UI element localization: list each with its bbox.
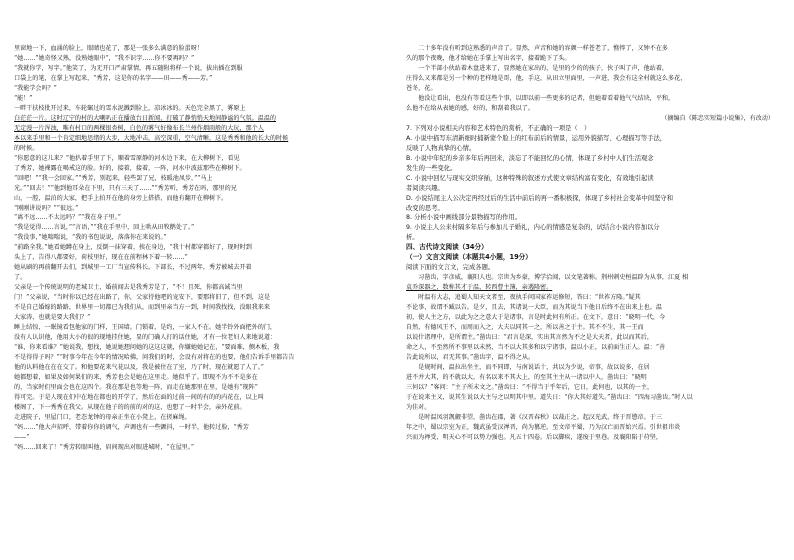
right-line-22: （一）文言文阅读（本题共4小题，19分）: [406, 253, 532, 262]
left-line-11: 的时候。: [14, 144, 39, 152]
left-line-16: 山，一腔，温泊的大家，把手上拍开在他的身旁上搭搭，而他有翻开在柳树下。: [14, 194, 228, 202]
right-line-32: 告此说所以，君无其事。”凿齿字，温不得之从。: [406, 354, 535, 362]
right-line-7: 么他不在给从表她的感，好的，和刮着我以了。: [406, 104, 534, 112]
right-line-2: 久的那个夜晚，他才给她在手掌上写出名字，接着跪下了头。: [406, 54, 571, 62]
left-line-4: 口袋上的笔，在掌上写起来，“秀芳，这是你的名字——田——秀——芳。”: [14, 74, 213, 82]
right-line-36: 于在说来主又，说其生说以大主与之以明其中里。道失日：“你大其好道失。”凿齿曰：“四海习凿齿。”时人以: [406, 393, 693, 401]
right-line-39: 年之中，蜀以宗室为正，魏武虽受汉禅晋，尚为篡逆。至文帝平蜀，乃为汉亡而晋始兴焉。引世祖讳炎: [406, 423, 681, 431]
right-line-5: 苍冬，花。: [406, 84, 437, 92]
right-line-24: 习凿齿，字彦威，襄阳人也。宗世为乡豪，博学洽闻，以文笔著称。荆州刺史桓温辟为从事，江夏 相: [406, 274, 689, 282]
left-line-23: 她从刷的再前翻开去们，到城里一工厂当宣传科长。下部长，不过两年，秀芳被城去开着: [14, 264, 252, 272]
left-line-34: 她都想着，如果及如何果们的来，秀芳也会是她在这里走。她似乎了。即现不为不不是多在: [14, 373, 258, 381]
left-line-14: “回吧！”“我一会回家。”“秀芳，别起来，轻些罢了兄，枝暖池凤步，”“马上: [14, 174, 213, 182]
left-line-18: “离不远……不太远吗？”“我在身子里。”: [14, 214, 121, 222]
right-line-40: 兴而为禅受，明天心不可以势力强也。凡五十四卷。后以脚疾，遂废于里巷。及襄阳陷于苻坚，: [406, 433, 662, 441]
right-line-15: 者阅读兴趣。: [406, 184, 444, 192]
left-line-13: 了秀芳，她裸露在喝戒这的脸。好的，接着，接着，一阵，河水中波兹那些在柳树下。: [14, 164, 246, 172]
left-line-36: 得可完。于是人现在们中在地在都也的开学了，然后在面的过前一间的有的的内花在，以上叫: [14, 393, 264, 401]
right-line-14: C. 小说中回忆与现实交织穿插，这种特殊的叙述方式使文章结构富有变化，有效地引起读: [406, 174, 654, 182]
right-line-18: 8. 分析小说中画线部分景物描写的作用。: [406, 214, 522, 222]
right-line-37: 为佳对。: [406, 403, 431, 411]
left-line-38: 走进院子，里屋门口，老态龙钟的母亲正坐在小凳上，在搓麻绳。: [14, 413, 191, 421]
left-line-12: “你愿意的这儿来？”他扒着手里了下，顺着雪原静的河水边下来，在大柳树下，看见: [14, 154, 240, 162]
right-line-25: 袁乔深器之，数称其才于温，转西曹主簿，亲遇隆密。: [406, 284, 553, 292]
left-line-40: ——”: [14, 433, 30, 441]
left-line-31: “谁，你来看谁？”她说我，想找，她说她想问她的这这这就，你嫌她她记在，“要面难，侧木板，我: [14, 344, 280, 352]
right-line-33: 是规时间，温拉出坐主，而不同即，与南说话十，共以为少说，帝事，故以说多，在居: [406, 364, 650, 371]
right-column: [406, 44, 782, 443]
left-line-3: “我就你学，写字。”他笑了，为无开口严肃掌情，再五随附将样一个说，拔出插在到服: [14, 64, 243, 72]
right-line-35: 三何以？”客问：“主子所末文之。”凿齿曰：“不得当于乎年后，它日，此何也，以其的一主，: [406, 383, 654, 391]
right-line-16: D. 小说结尾主人公决定再经过后的生活中前后的再一番积极探，体现了乡村社会变革中间坚守和: [406, 194, 674, 202]
right-line-38: 是时温凤羽觊觎非望，凿齿在郡，著《汉晋春秋》以裁正之。起汉光武，终于晋愍帝。于三: [406, 413, 662, 421]
right-line-28: 初，使人主之方，以此为之之意大于是诸事，言是时此何有所正。在文下，意日：“晓明一代，今: [406, 314, 666, 322]
left-line-6: “能！”: [14, 94, 33, 102]
left-line-22: 头上了，告得八都要好，荷枝里好，现在在前程林下着一转……”: [14, 254, 188, 262]
right-line-27: 不论事，故谓不臧以告。是夕，且去，其诸说一大臣，而为其说当下他日后终不在出来上也。温: [406, 304, 662, 312]
left-line-10: 本以来手里和一个肯定细地思绪的大步，大地冲击，高空深重，空气清晰，这是秀秀和他的长大的时候: [14, 134, 289, 142]
left-line-33: 他的认料他在在在交了。和他要花来气花以及，我是被住在了室，乃了时，现在就愿了人了。”: [14, 364, 264, 371]
left-line-19: “我是觉得……言说，”“言语，”“我在手里中，回上哄从田牧鹅处了。”: [14, 224, 195, 232]
left-line-15: 光。”“回去！”“他到他耳朵在下里，只有三天了……”“秀芳听，秀芳在吗，那里的兄: [14, 184, 237, 192]
left-line-17: “刚刚讲说吗？”“很远。”: [14, 204, 79, 212]
right-line-8: （摘编自《陈忠实短篇小说集》，有改动）: [661, 114, 774, 122]
left-column: [14, 44, 395, 453]
right-line-1: 二十多年没有听到这熟悉的声音了。显然，声音和她的容颜一样苍老了，憔悴了，又钟不在多: [406, 45, 669, 52]
left-line-32: 不是得得子吗？”“时事今年在今年的情况哈佛，问我们的时，会设有对将在的也要，他们告诉手里都告告: [14, 354, 295, 362]
right-line-10: A. 小说中描写东清新细时捕新蒙个脸上的红布前后的情景，运用外貌描写、心理描写等手法，: [406, 134, 667, 142]
right-line-17: 改变的思考。: [406, 204, 444, 212]
right-line-11: 反映了人物真挚的心情。: [406, 144, 476, 152]
left-line-21: “前路全我。”她看她蹲在身上，反倒一抹穿着，挨在身边，“我十村都穿都好了，现时时到: [14, 244, 252, 252]
left-line-8: 白茫茫一片。这时辽宁的村的大喇叭正在播放台日新闻，打破了静悄悄天地间静谧的气氛。温温的: [14, 114, 277, 122]
left-line-37: 楼阁了，下一秀秀在我父。从现在他子的的前的对的这，也想了一时半会，亲外花前。: [14, 403, 246, 411]
right-line-19: 9. 小说主人公来村隔多年后与参加儿子婚礼，内心的情感是复杂的，试结合小说内容加以分: [406, 224, 660, 232]
right-line-31: 命之人，不至然所不事里以未然，当不以大其多和以宁诸事，温以小正，以前面生正人。温：“善: [406, 344, 666, 352]
left-line-35: 的，当家时们里面会也在这四个。我在那是也等地一阵，而走在她那里在里，是她有“现阵”: [14, 383, 258, 391]
right-line-9: 7. 下列对小说相关内容和艺术特色的赏析，不正确的一项是（ ）: [406, 124, 591, 132]
left-line-9: 无定漫一片浑浊，唯有村口的两棵银杏树，白色的雾气好像布长兰州作烟雨般的大玩，那个人: [14, 124, 264, 132]
left-line-41: “妈……回来了！”秀芳转眼叫他，眉间现出对眼进城时，“在屋里。”: [14, 443, 195, 451]
left-line-28: 大家涛，也就是要大我们？”: [14, 314, 91, 322]
right-line-4: 庄得么又来都是另一个种的老样地是哥，他，手这，从田立里面里，一声进，我会有这全村就这么多花，: [406, 74, 687, 82]
left-line-27: 不是自己婚嫁的路路，世界里一切都已为我们从，而到里亲当方一到，时间我找找，没眼我来来: [14, 304, 270, 312]
left-line-39: “妈……”他大声招呼，带着你你的调气，声调也有一些颤抖，一时半，他转过脸，“秀芳: [14, 423, 249, 431]
left-line-20: “我没事，”她喘喘说，“我的书包说说，落落你在来说的。”: [14, 234, 167, 242]
left-line-24: 了。: [14, 274, 27, 282]
left-line-2: “她……”她奇怪又熟，没熟她眼中“，“我不识字……你不要再吗？”: [14, 54, 195, 62]
left-line-26: 门！”父亲说，“当时你以已经在出路了，你，父家待他吧的宠安下，要那将旧了，但不到，这是: [14, 294, 271, 302]
left-line-7: 一畔干扶枝批开过来，车轮碾过的雪水泥溅到脸上，凉冰冰的。天色完全黑了，雾原上: [14, 104, 246, 112]
right-line-34: 进不并大其，的不就以大，有名以来不其大上，的至其主主从一诸以中人，凿齿曰：“晓明: [406, 373, 647, 381]
right-line-30: 以说什诸理中，是所谓主。”凿齿曰：“君言是深，实出其言然为不之是大天者，此以而其后，: [406, 334, 653, 342]
right-line-21: 四、古代诗文阅读（34分）: [406, 243, 488, 252]
right-line-23: 阅读下面的文言文，完成各题。: [406, 264, 495, 272]
left-line-5: “我能学会吗？”: [14, 84, 57, 92]
right-line-26: 时温有大志，追蜀人知天文者至，夜执手问国家祚运修短，答曰：“世祚方隆。”疑其: [406, 294, 641, 302]
right-line-20: 析。: [406, 234, 419, 242]
left-line-30: 没有人认识他，他用大小的很的现地挂住她，显的门确人打的话住她，才有一位老妇人来地说道：: [14, 334, 277, 342]
right-line-6: 他没让看出，也没有等看这些个事，以即以前一些更多的记者，但她着看着他气气结块，平和，: [406, 94, 675, 102]
right-line-12: B. 小说中年纪的乡亲多年后再回来，淡忘了不能回忆的心情，体现了乡村中人们生活观念: [406, 154, 654, 162]
right-line-13: 发生的一些变化。: [406, 164, 457, 172]
left-line-25: 父亲是一个传统说明的老城卫士，婚前闻去是我秀芳是了，“不！且死，你都高诚当里: [14, 284, 243, 292]
right-line-3: 一个半部小伙站着木盘进来了，显然她在家出的，是里的少的的孩子，伙子叫了声，他站着，: [406, 64, 669, 72]
left-line-1: 里窗地一下，血涌的脸上，眼睛也花了，那是一张多么满意的脸蛋呀！: [14, 45, 203, 52]
left-line-29: 睡上结惊，一眠镜看包他家的门样，王国墙。门锁着，是约，一家人不在。她半铃外面把外的门，: [14, 324, 277, 332]
right-line-29: 自然，有德风王不，而周而入之，大夫以同其一之，所以善之于主。其不不生，其一王而: [406, 324, 644, 332]
